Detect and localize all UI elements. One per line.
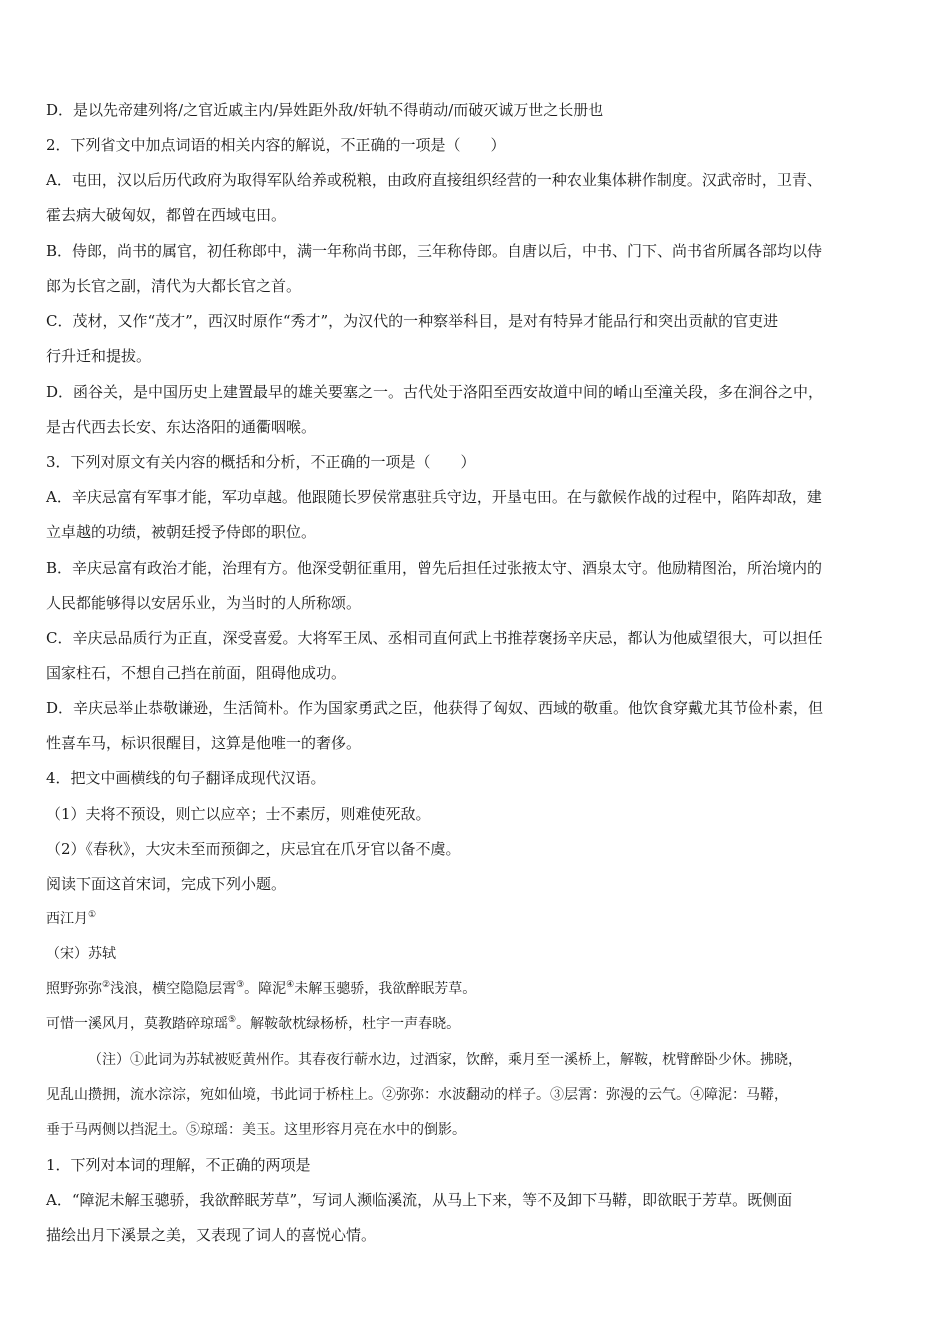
question-2: 2．下列省文中加点词语的相关内容的解说，不正确的一项是（ ） xyxy=(46,136,506,154)
poem-title: 西江月① xyxy=(46,910,97,927)
q2-option-c-line1: C．茂材，又作“茂才”，西汉时原作“秀才”，为汉代的一种察举科目，是对有特异才能品行和突出贡献的官吏进 xyxy=(46,312,779,330)
q3-option-c-line1: C．辛庆忌品质行为正直，深受喜爱。大将军王凤、丞相司直何武上书推荐褒扬辛庆忌，都认为他威望很大，可以担任 xyxy=(46,629,823,647)
poem-notes-line3: 垂于马两侧以挡泥土。⑤琼瑶：美玉。这里形容月亮在水中的倒影。 xyxy=(46,1122,466,1138)
q3-option-c-line2: 国家柱石，不想自己挡在前面，阻碍他成功。 xyxy=(46,664,347,682)
q2-option-b-line1: B．侍郎，尚书的属官，初任称郎中，满一年称尚书郎，三年称侍郎。自唐以后，中书、门下、尚书省所属各部均以侍 xyxy=(46,242,823,260)
poem-instruction: 阅读下面这首宋词，完成下列小题。 xyxy=(46,875,287,893)
q2-option-d-line2: 是古代西去长安、东达洛阳的通衢咽喉。 xyxy=(46,418,317,436)
q2-option-d-line1: D．函谷关，是中国历史上建置最早的雄关要塞之一。古代处于洛阳至西安故道中间的崤山至潼关段，多在涧谷之中， xyxy=(46,383,824,401)
q2-option-b-line2: 郎为长官之副，清代为大都长官之首。 xyxy=(46,277,302,295)
question-3: 3．下列对原文有关内容的概括和分析，不正确的一项是（ ） xyxy=(46,453,476,471)
q3-option-a-line1: A．辛庆忌富有军事才能，军功卓越。他跟随长罗侯常惠驻兵守边，开垦屯田。在与歙候作战的过程中，陷阵却敌，建 xyxy=(46,488,822,506)
poem-q1-option-a-line2: 描绘出月下溪景之美，又表现了词人的喜悦心情。 xyxy=(46,1226,377,1244)
q4-sentence-2: （2）《春秋》，大灾未至而预御之，庆忌宜在爪牙官以备不虞。 xyxy=(46,840,461,858)
q2-option-a-line1: A．屯田，汉以后历代政府为取得军队给养或税粮，由政府直接组织经营的一种农业集体耕作制度。汉武帝时，卫青、 xyxy=(46,171,822,189)
poem-question-1: 1．下列对本词的理解，不正确的两项是 xyxy=(46,1156,311,1174)
question-4: 4．把文中画横线的句子翻译成现代汉语。 xyxy=(46,769,326,787)
q3-option-d-line1: D．辛庆忌举止恭敬谦逊，生活简朴。作为国家勇武之臣，他获得了匈奴、西域的敬重。他饮食穿戴尤其节俭朴素，但 xyxy=(46,699,824,717)
poem-line-1: 照野弥弥②浅浪，横空隐隐层霄③。障泥④未解玉骢骄，我欲醉眠芳草。 xyxy=(46,980,477,997)
poem-q1-option-a-line1: A．“障泥未解玉骢骄，我欲醉眠芳草”，写词人濒临溪流，从马上下来，等不及卸下马鞯，即欲眠于芳草。既侧面 xyxy=(46,1191,793,1209)
poem-notes-line1: （注）①此词为苏轼被贬黄州作。其春夜行蕲水边，过酒家，饮醉，乘月至一溪桥上，解鞍，枕臂醉卧少休。拂晓， xyxy=(88,1052,802,1068)
q3-option-d-line2: 性喜车马，标识很醒目，这算是他唯一的奢侈。 xyxy=(46,734,362,752)
option-d-q1: D．是以先帝建列将/之官近戚主内/异姓距外敌/奸轨不得萌动/而破灭诚万世之长册也 xyxy=(46,101,604,119)
q3-option-b-line1: B．辛庆忌富有政治才能，治理有方。他深受朝征重用，曾先后担任过张掖太守、酒泉太守。他励精图治，所治境内的 xyxy=(46,559,823,577)
q2-option-a-line2: 霍去病大破匈奴，都曾在西域屯田。 xyxy=(46,206,287,224)
poem-author: （宋）苏轼 xyxy=(46,946,116,962)
q3-option-b-line2: 人民都能够得以安居乐业，为当时的人所称颂。 xyxy=(46,594,362,612)
q3-option-a-line2: 立卓越的功绩，被朝廷授予侍郎的职位。 xyxy=(46,523,317,541)
q4-sentence-1: （1）夫将不预设，则亡以应卒；士不素厉，则难使死敌。 xyxy=(46,805,431,823)
q2-option-c-line2: 行升迁和提拔。 xyxy=(46,347,152,365)
poem-line-2: 可惜一溪风月，莫教踏碎琼瑶⑤。解鞍欹枕绿杨桥，杜宇一声春晓。 xyxy=(46,1015,461,1032)
poem-notes-line2: 见乱山攒拥，流水淙淙，宛如仙境，书此词于桥柱上。②弥弥：水波翻动的样子。③层霄：弥漫的云气。④障泥：马鞯， xyxy=(46,1087,788,1103)
